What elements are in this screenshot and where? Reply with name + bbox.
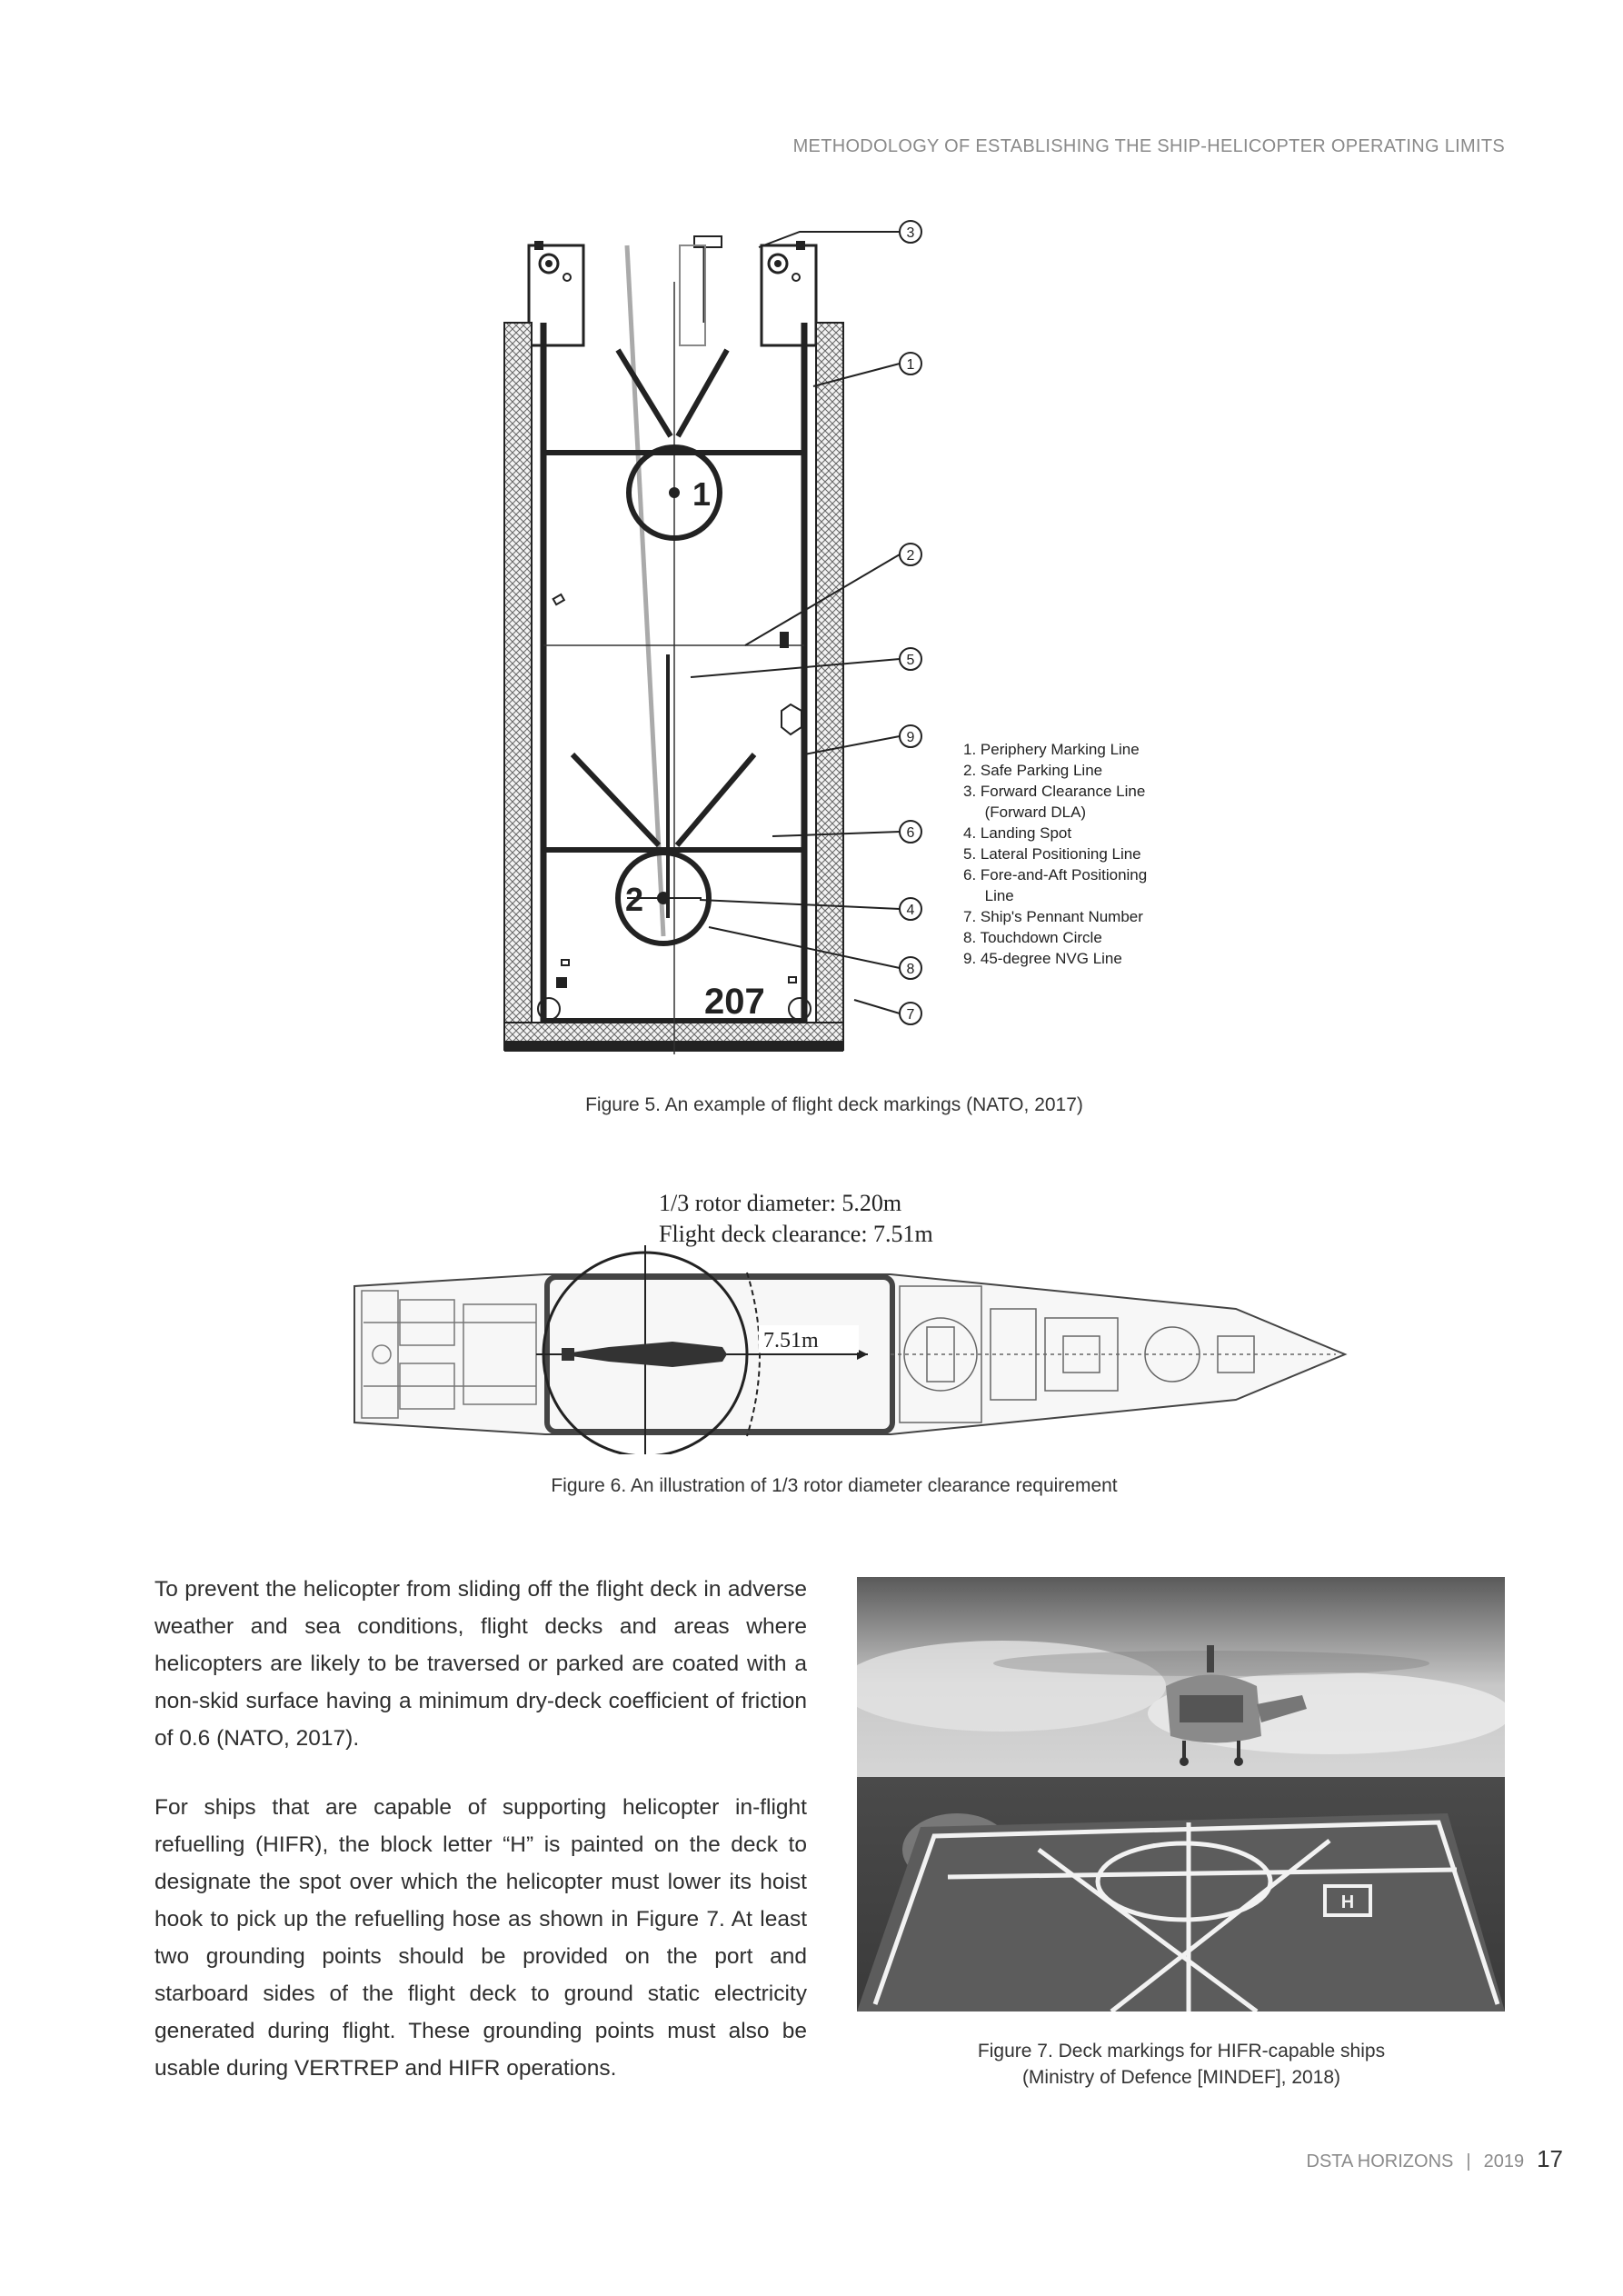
svg-text:8: 8: [906, 962, 915, 977]
callout-markers: [900, 221, 921, 1024]
figure-7-deck-photo: [857, 1577, 1505, 2011]
figure-5-flight-deck-diagram: [473, 209, 1200, 1073]
running-header: METHODOLOGY OF ESTABLISHING THE SHIP-HELICOPTER OPERATING LIMITS: [792, 136, 1505, 156]
svg-text:6: 6: [906, 825, 915, 841]
legend-item: 1. Periphery Marking Line: [963, 741, 1140, 758]
svg-text:2: 2: [906, 548, 915, 564]
spot-label-1: 1: [692, 475, 712, 513]
figure-7-caption-line2: (Ministry of Defence [MINDEF], 2018): [1021, 2067, 1341, 2088]
footer-publication: DSTA HORIZONS: [1306, 2151, 1454, 2171]
legend-item: 5. Lateral Positioning Line: [963, 845, 1141, 863]
legend-item: 4. Landing Spot: [963, 824, 1072, 842]
spot-label-2: 2: [625, 881, 644, 918]
legend-item: 6. Fore-and-Aft Positioning: [963, 866, 1148, 883]
svg-text:1: 1: [906, 357, 915, 373]
legend-item: Line: [963, 887, 1014, 904]
legend-item: 7. Ship's Pennant Number: [963, 908, 1143, 925]
legend-item: (Forward DLA): [963, 804, 1087, 821]
figure-7-caption: [918, 2038, 1445, 2091]
clearance-dimension-label: 7.51m: [763, 1329, 819, 1353]
svg-text:4: 4: [906, 903, 915, 918]
footer-year: 2019: [1483, 2151, 1525, 2171]
svg-text:9: 9: [906, 730, 915, 745]
figure-6-rotor-clearance-diagram: [345, 1173, 1354, 1454]
figure-6-caption: Figure 6. An illustration of 1/3 rotor diameter clearance requirement: [551, 1475, 1118, 1496]
body-paragraph-2: For ships that are capable of supporting helicopter in-flight refuelling (HIFR), the block letter “H” is painted on the deck to designate the spot over which the helicopter must lower its hoist hook to pick up the refuelling hose as shown in Figure 7. At least two grounding points should be provided on the port and starboard sides of the flight deck to ground static electricity generated during flight. These grounding points must also be usable during VERTREP and HIFR operations.: [154, 1795, 807, 2081]
deck-clearance-annotation: Flight deck clearance: 7.51m: [659, 1221, 933, 1247]
figure-7-caption-line1: Figure 7. Deck markings for HIFR-capable ships: [977, 2041, 1386, 2061]
hifr-h-letter: H: [1340, 1892, 1355, 1912]
page-number: 17: [1537, 2145, 1563, 2172]
legend-item: 9. 45-degree NVG Line: [963, 950, 1122, 967]
figure-5-legend: [963, 741, 1147, 967]
legend-item: 3. Forward Clearance Line: [963, 783, 1146, 800]
callout-leaders: [691, 232, 900, 1013]
svg-text:3: 3: [906, 225, 915, 241]
pennant-number: 207: [704, 982, 765, 1022]
page-footer: [1090, 2145, 1563, 2173]
figure-5-caption: Figure 5. An example of flight deck markings (NATO, 2017): [585, 1094, 1083, 1115]
svg-text:7: 7: [906, 1007, 915, 1023]
svg-text:5: 5: [906, 653, 915, 668]
legend-item: 8. Touchdown Circle: [963, 929, 1102, 946]
body-paragraph-1: To prevent the helicopter from sliding off the flight deck in adverse weather and sea conditions, flight decks and areas where helicopters are likely to be traversed or parked are coated with a non-skid surface having a minimum dry-deck coefficient of friction of 0.6 (NATO, 2017).: [154, 1577, 807, 1751]
hatched-border-right: [816, 323, 843, 1050]
legend-item: 2. Safe Parking Line: [963, 762, 1103, 779]
hatched-border-left: [504, 323, 532, 1050]
footer-separator: |: [1466, 2151, 1471, 2171]
rotor-diameter-annotation: 1/3 rotor diameter: 5.20m: [659, 1190, 902, 1216]
